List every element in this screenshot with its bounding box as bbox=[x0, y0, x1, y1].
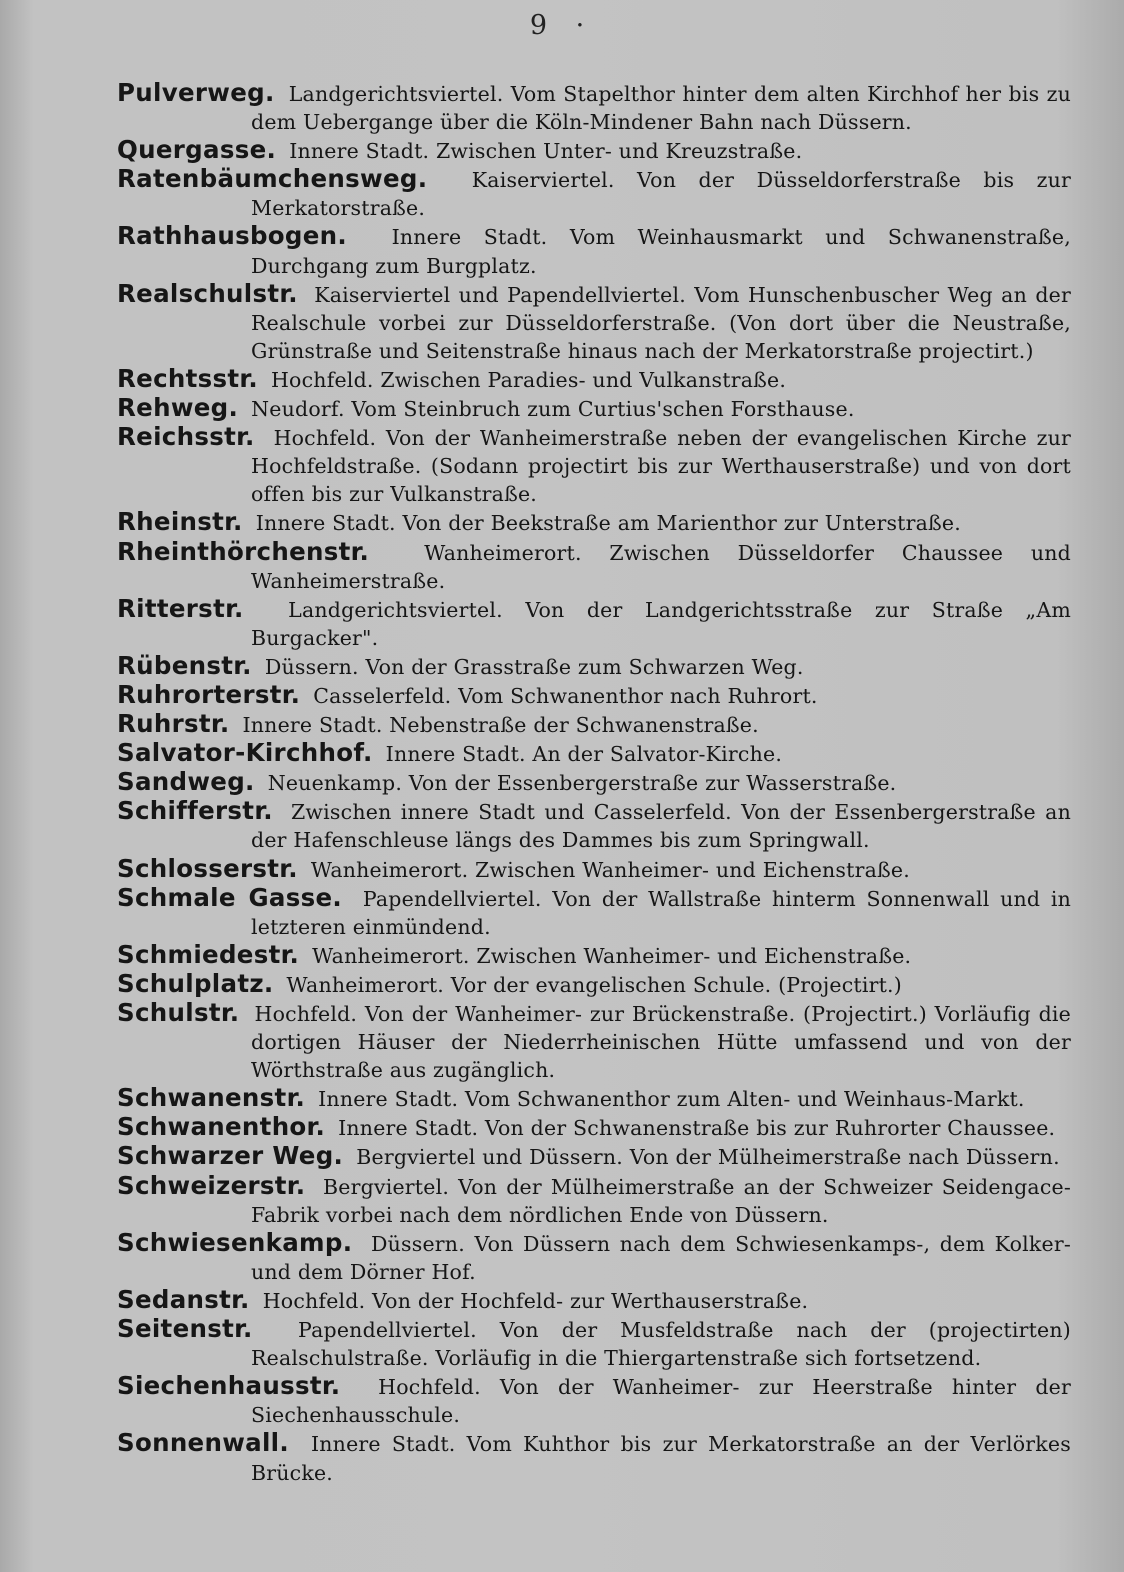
street-description: Hochfeld. Von der Hochfeld- zur Werthauserstraße. bbox=[262, 1288, 809, 1313]
street-description: Papendellviertel. Von der Wallstraße hinterm Sonnenwall und in letzteren einmündend. bbox=[251, 886, 1071, 939]
street-name: Schulstr. bbox=[117, 998, 240, 1027]
street-name: Schmale Gasse. bbox=[117, 882, 343, 912]
street-name: Schwarzer Weg. bbox=[117, 1141, 344, 1171]
street-description: Kaiserviertel. Von der Düsseldorferstraße bis zur Merkatorstraße. bbox=[251, 168, 1071, 221]
street-entry bbox=[117, 1286, 1071, 1315]
street-description: Innere Stadt. Nebenstraße der Schwanenstraße. bbox=[242, 713, 759, 738]
street-entry bbox=[117, 768, 1071, 797]
street-name: Schifferstr. bbox=[117, 796, 273, 826]
street-entry bbox=[117, 595, 1071, 652]
street-entry bbox=[117, 165, 1071, 222]
street-entry bbox=[117, 280, 1071, 365]
street-entry bbox=[117, 1229, 1071, 1286]
street-name: Schwiesenkamp. bbox=[117, 1227, 353, 1257]
street-description: Innere Stadt. Vom Weinhausmarkt und Schwanenstraße, Durchgang zum Burgplatz. bbox=[251, 225, 1071, 278]
street-description: Wanheimerort. Zwischen Wanheimer- und Eichenstraße. bbox=[312, 943, 912, 968]
street-entry bbox=[117, 1142, 1071, 1171]
street-name: Ruhrorterstr. bbox=[117, 679, 301, 709]
street-description: Wanheimerort. Zwischen Düsseldorfer Chaussee und Wanheimerstraße. bbox=[251, 540, 1071, 593]
street-description: Innere Stadt. Vom Kuhthor bis zur Merkatorstraße an der Verlörkes Brücke. bbox=[251, 1432, 1071, 1485]
street-description: Papendellviertel. Von der Musfeldstraße nach der (projectirten) Realschulstraße. Vorläufig in die Thiergartenstraße sich fortsetzend. bbox=[251, 1318, 1071, 1371]
street-name: Seitenstr. bbox=[117, 1314, 253, 1344]
street-entry bbox=[117, 1172, 1071, 1229]
street-description: Neudorf. Vom Steinbruch zum Curtius'schen Forsthause. bbox=[251, 397, 855, 422]
street-description: Bergviertel und Düssern. Von der Mülheimerstraße nach Düssern. bbox=[356, 1145, 1060, 1170]
street-directory-list bbox=[117, 79, 1071, 1487]
street-name: Schweizerstr. bbox=[117, 1170, 306, 1200]
street-description: Düssern. Von Düssern nach dem Schwiesenkamps-, dem Kolker- und dem Dörner Hof. bbox=[251, 1231, 1071, 1284]
street-name: Rehweg. bbox=[117, 393, 239, 423]
street-entry bbox=[117, 999, 1071, 1084]
street-description: Innere Stadt. Von der Schwanenstraße bis zur Ruhrorter Chaussee. bbox=[338, 1116, 1056, 1141]
street-name: Reichsstr. bbox=[117, 422, 255, 452]
street-name: Schmiedestr. bbox=[117, 939, 300, 969]
street-entry bbox=[117, 423, 1071, 508]
street-name: Schwanenthor. bbox=[117, 1112, 326, 1142]
street-entry bbox=[117, 136, 1071, 165]
street-name: Schwanenstr. bbox=[117, 1083, 306, 1113]
street-name: Rübenstr. bbox=[117, 650, 252, 680]
street-name: Rathhausbogen. bbox=[117, 221, 348, 251]
street-name: Rheinstr. bbox=[117, 507, 243, 537]
street-description: Wanheimerort. Vor der evangelischen Schule. (Projectirt.) bbox=[286, 972, 902, 997]
street-name: Sandweg. bbox=[117, 767, 255, 797]
street-entry bbox=[117, 710, 1071, 739]
street-name: Quergasse. bbox=[117, 135, 277, 165]
street-entry bbox=[117, 365, 1071, 394]
street-entry bbox=[117, 652, 1071, 681]
street-entry bbox=[117, 222, 1071, 279]
street-entry bbox=[117, 394, 1071, 423]
street-entry bbox=[117, 797, 1071, 854]
street-entry bbox=[117, 79, 1071, 136]
page-number: 9 · bbox=[529, 10, 595, 41]
street-entry bbox=[117, 1113, 1071, 1142]
street-name: Ratenbäumchensweg. bbox=[117, 164, 428, 194]
street-name: Sonnenwall. bbox=[117, 1428, 289, 1458]
street-name: Pulverweg. bbox=[117, 78, 275, 107]
street-description: Innere Stadt. Von der Beekstraße am Marienthor zur Unterstraße. bbox=[255, 511, 961, 536]
street-entry bbox=[117, 941, 1071, 970]
street-description: Landgerichtsviertel. Vom Stapelthor hinter dem alten Kirchhof her bis zu dem Uebergange über die Köln-Mindener Bahn nach Düssern. bbox=[251, 82, 1071, 135]
street-description: Neuenkamp. Von der Essenbergerstraße zur Wasserstraße. bbox=[267, 771, 897, 796]
street-description: Wanheimerort. Zwischen Wanheimer- und Eichenstraße. bbox=[310, 857, 910, 882]
street-name: Schlosserstr. bbox=[117, 853, 298, 883]
street-name: Rheinthörchenstr. bbox=[117, 536, 370, 566]
street-description: Bergviertel. Von der Mülheimerstraße an der Schweizer Seidengace-Fabrik vorbei nach dem nördlichen Ende von Düssern. bbox=[251, 1174, 1071, 1227]
street-entry bbox=[117, 1315, 1071, 1372]
street-name: Schulplatz. bbox=[117, 968, 274, 998]
street-description: Innere Stadt. Zwischen Unter- und Kreuzstraße. bbox=[289, 139, 803, 164]
street-description: Innere Stadt. An der Salvator-Kirche. bbox=[385, 742, 783, 767]
street-entry bbox=[117, 855, 1071, 884]
street-description: Hochfeld. Von der Wanheimer- zur Heerstraße hinter der Siechenhausschule. bbox=[251, 1375, 1071, 1428]
street-entry bbox=[117, 1084, 1071, 1113]
street-entry bbox=[117, 739, 1071, 768]
street-description: Landgerichtsviertel. Von der Landgerichtsstraße zur Straße „Am Burgacker". bbox=[251, 597, 1071, 650]
street-description: Kaiserviertel und Papendellviertel. Vom Hunschenbuscher Weg an der Realschule vorbei zur Düsseldorferstraße. (Von dort über die Neustraße, Grünstraße und Seitenstraße hinaus nach der Merkatorstraße projectirt.) bbox=[251, 282, 1071, 363]
street-entry bbox=[117, 508, 1071, 537]
street-description: Düssern. Von der Grasstraße zum Schwarzen Weg. bbox=[264, 654, 804, 679]
street-description: Hochfeld. Von der Wanheimerstraße neben der evangelischen Kirche zur Hochfeldstraße. (Sodann projectirt bis zur Werthauserstraße) und von dort offen bis zur Vulkanstraße. bbox=[251, 426, 1071, 507]
street-name: Realschulstr. bbox=[117, 278, 298, 308]
street-name: Rechtsstr. bbox=[117, 363, 258, 393]
street-entry bbox=[117, 1429, 1071, 1486]
street-name: Ruhrstr. bbox=[117, 709, 230, 739]
street-entry bbox=[117, 681, 1071, 710]
street-name: Salvator-Kirchhof. bbox=[117, 738, 373, 768]
street-entry bbox=[117, 1372, 1071, 1429]
street-name: Sedanstr. bbox=[117, 1284, 250, 1314]
street-entry bbox=[117, 970, 1071, 999]
street-description: Casselerfeld. Vom Schwanenthor nach Ruhrort. bbox=[313, 683, 818, 708]
street-name: Siechenhausstr. bbox=[117, 1371, 341, 1401]
street-entry bbox=[117, 538, 1071, 595]
street-description: Hochfeld. Zwischen Paradies- und Vulkanstraße. bbox=[270, 367, 787, 392]
street-description: Hochfeld. Von der Wanheimer- zur Brückenstraße. (Projectirt.) Vorläufig die dortigen Häuser der Niederrheinischen Hütte umfassend und von der Wörthstraße aus zugänglich. bbox=[251, 1002, 1071, 1083]
street-description: Zwischen innere Stadt und Casselerfeld. Von der Essenbergerstraße an der Hafenschleuse längs des Dammes bis zum Springwall. bbox=[251, 800, 1071, 853]
street-name: Ritterstr. bbox=[117, 593, 244, 623]
street-entry bbox=[117, 884, 1071, 941]
street-description: Innere Stadt. Vom Schwanenthor zum Alten- und Weinhaus-Markt. bbox=[318, 1087, 1025, 1112]
